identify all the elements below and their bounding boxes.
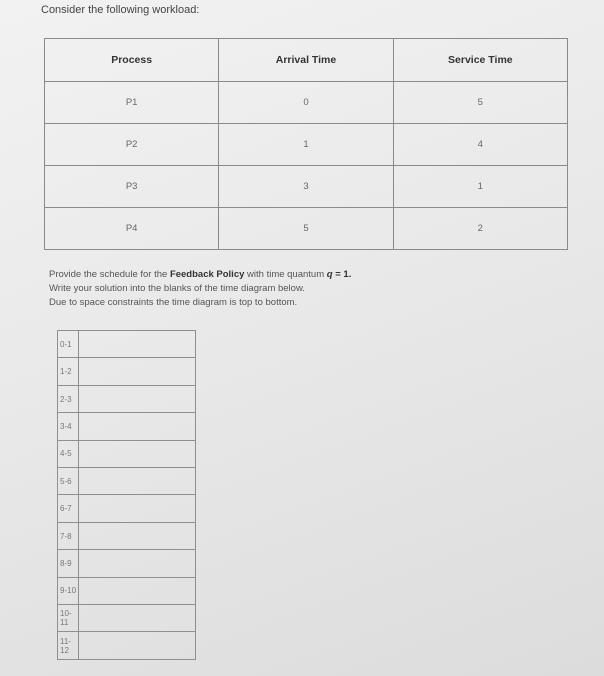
- time-slot-label: 1-2: [58, 358, 79, 385]
- service-cell: 2: [393, 208, 567, 250]
- schedule-row: [58, 605, 196, 632]
- arrival-cell: 1: [219, 124, 393, 166]
- answer-blank[interactable]: [79, 358, 196, 385]
- process-cell: P4: [45, 208, 219, 250]
- schedule-row: [58, 495, 196, 522]
- time-slot-label: 9-10: [58, 577, 79, 604]
- time-slot-label: 3-4: [58, 413, 79, 440]
- time-slot-label: 7-8: [58, 522, 79, 549]
- schedule-diagram: [57, 330, 196, 660]
- instruction-line-2: Write your solution into the blanks of the time diagram below.: [49, 283, 305, 294]
- time-slot-label: 11-12: [58, 632, 79, 660]
- answer-blank[interactable]: [79, 413, 196, 440]
- answer-blank[interactable]: [79, 550, 196, 577]
- instruction-line-1: Provide the schedule for the Feedback Policy with time quantum q = 1.: [49, 269, 352, 280]
- schedule-row: [58, 468, 196, 495]
- answer-blank[interactable]: [79, 385, 196, 412]
- service-cell: 4: [393, 124, 567, 166]
- time-slot-label: 2-3: [58, 385, 79, 412]
- schedule-row: [58, 522, 196, 549]
- process-cell: P2: [45, 124, 219, 166]
- instructions: [49, 268, 351, 310]
- schedule-row: [58, 358, 196, 385]
- answer-blank[interactable]: [79, 632, 196, 660]
- arrival-cell: 0: [219, 82, 393, 124]
- service-cell: 1: [393, 166, 567, 208]
- time-slot-label: 0-1: [58, 331, 79, 358]
- schedule-row: [58, 577, 196, 604]
- workload-header-row: [45, 39, 568, 82]
- time-slot-label: 5-6: [58, 468, 79, 495]
- header-service-time: Service Time: [393, 39, 567, 82]
- process-cell: P3: [45, 166, 219, 208]
- answer-blank[interactable]: [79, 522, 196, 549]
- answer-blank[interactable]: [79, 440, 196, 467]
- arrival-cell: 3: [219, 166, 393, 208]
- header-process: Process: [45, 39, 219, 82]
- header-arrival-time: Arrival Time: [219, 39, 393, 82]
- time-slot-label: 6-7: [58, 495, 79, 522]
- time-slot-label: 8-9: [58, 550, 79, 577]
- table-row: [45, 166, 568, 208]
- answer-blank[interactable]: [79, 468, 196, 495]
- process-cell: P1: [45, 82, 219, 124]
- schedule-row: [58, 632, 196, 660]
- table-row: [45, 208, 568, 250]
- intro-text: Consider the following workload:: [41, 4, 200, 16]
- schedule-row: [58, 331, 196, 358]
- instruction-line-3: Due to space constraints the time diagram is top to bottom.: [49, 297, 298, 308]
- service-cell: 5: [393, 82, 567, 124]
- answer-blank[interactable]: [79, 331, 196, 358]
- table-row: [45, 124, 568, 166]
- schedule-row: [58, 440, 196, 467]
- table-row: [45, 82, 568, 124]
- answer-blank[interactable]: [79, 495, 196, 522]
- schedule-row: [58, 385, 196, 412]
- time-slot-label: 4-5: [58, 440, 79, 467]
- answer-blank[interactable]: [79, 577, 196, 604]
- time-slot-label: 10-11: [58, 605, 79, 632]
- workload-table: [44, 38, 568, 250]
- schedule-row: [58, 550, 196, 577]
- arrival-cell: 5: [219, 208, 393, 250]
- answer-blank[interactable]: [79, 605, 196, 632]
- schedule-row: [58, 413, 196, 440]
